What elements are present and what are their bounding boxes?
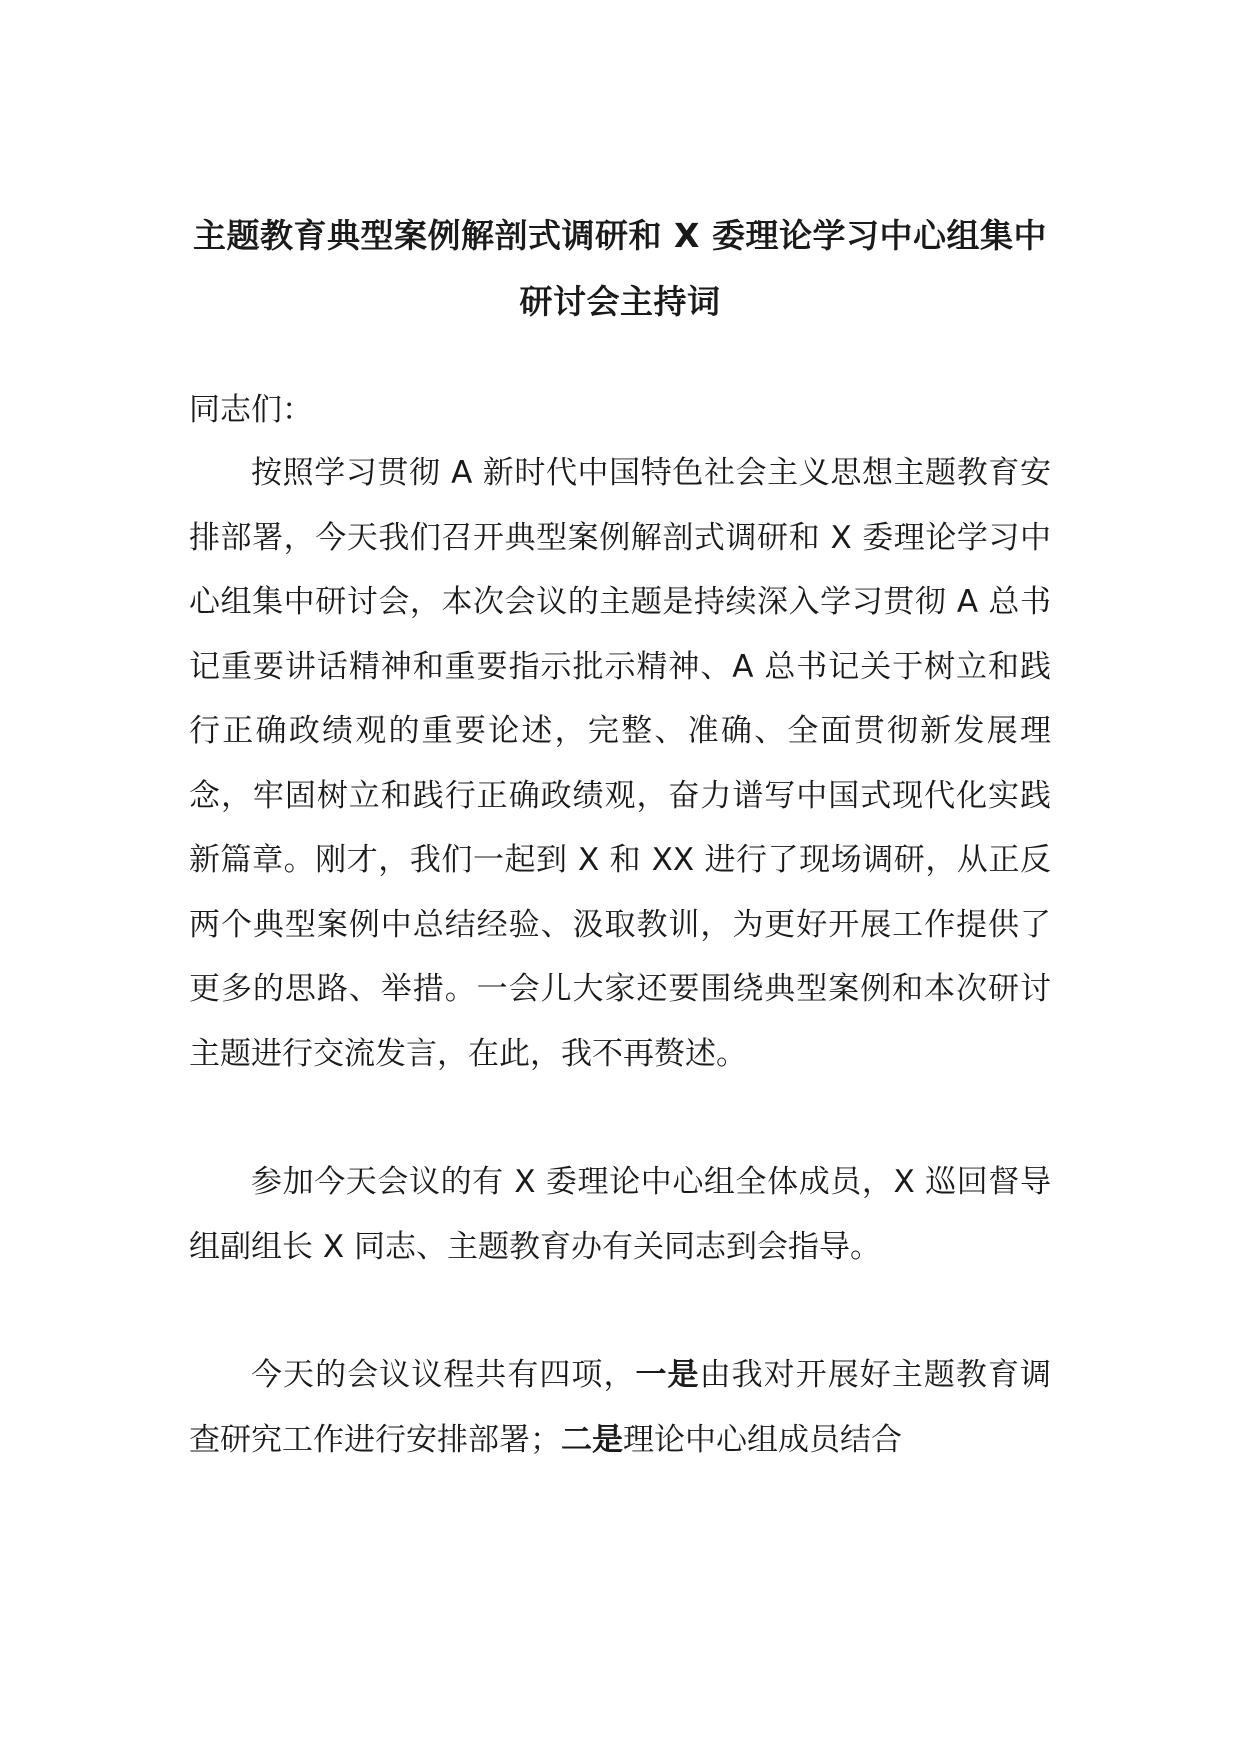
agenda-item-two-marker: 二是 <box>561 1421 623 1458</box>
agenda-text-1: 今天的会议议程共有四项， <box>251 1357 636 1393</box>
paragraph-attendees: 参加今天会议的有 X 委理论中心组全体成员，X 巡回督导组副组长 X 同志、主题教育办有关同志到会指导。 <box>189 1164 1051 1265</box>
document-title <box>173 203 1067 335</box>
agenda-text-3: 理论中心组成员结合 <box>623 1421 902 1458</box>
greeting: 同志们： <box>189 392 313 428</box>
agenda-item-one-marker: 一是 <box>635 1357 700 1393</box>
agenda-text-2: 由我对开展好主题教育调查研究工作进行安排部署； <box>189 1357 1052 1458</box>
paragraph-opening: 按照学习贯彻 A 新时代中国特色社会主义思想主题教育安排部署，今天我们召开典型案例解剖式调研和 X 委理论学习中心组集中研讨会，本次会议的主题是持续深入学习贯彻 A 总书记重要讲话精神和重要指示批示精神、A 总书记关于树立和践行正确政绩观的重要论述，完整、准确、全面贯彻新发展理念，牢固树立和践行正确政绩观，奋力谱写中国式现代化实践新篇章。刚才，我们一起到 X 和 XX 进行了现场调研，从正反两个典型案例中总结经验、汲取教训，为更好开展工作提供了更多的思路、举措。一会儿大家还要围绕典型案例和本次研讨主题进行交流发言，在此，我不再赘述。 <box>189 455 1051 1072</box>
paragraph-agenda <box>189 1343 1051 1472</box>
title-line-1: 主题教育典型案例解剖式调研和 X 委理论学习中心组集中 <box>193 216 1047 255</box>
document-page <box>189 203 1051 1472</box>
title-line-2: 研讨会主持词 <box>519 282 721 321</box>
